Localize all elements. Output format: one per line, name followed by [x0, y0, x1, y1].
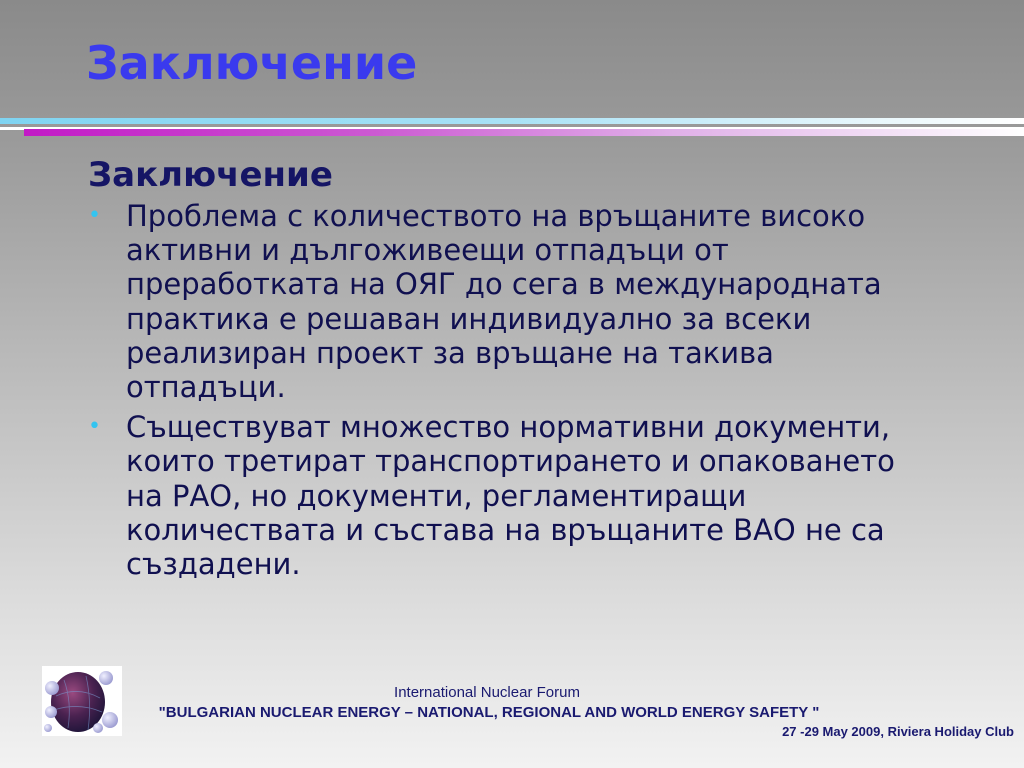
bullet-dot-icon: •	[88, 203, 101, 228]
slide-content	[88, 155, 928, 587]
content-subheading: Заключение	[88, 155, 333, 195]
header-divider-cyan	[0, 118, 1024, 124]
bullet-text: Съществуват множество нормативни документи, които третират транспортирането и опаковането на РАО, но документи, регламентиращи количествата и състава на връщаните ВАО не са създадени.	[126, 410, 895, 582]
bullet-list	[88, 199, 928, 581]
bullet-item	[88, 410, 928, 581]
bullet-dot-icon: •	[88, 414, 101, 440]
forum-logo	[42, 666, 122, 736]
footer-event-title: "BULGARIAN NUCLEAR ENERGY – NATIONAL, REGIONAL AND WORLD ENERGY SAFETY "	[158, 704, 820, 721]
bullet-text: Проблема с количеството на връщаните високо активни и дългоживеещи отпадъци от преработката на ОЯГ до сега в международната практика е решаван индивидуално за всеки реализиран проект за връщане на такива отпадъци.	[126, 199, 882, 405]
slide-title: Заключение	[86, 36, 418, 90]
footer-organization: International Nuclear Forum	[394, 684, 580, 701]
header-divider-magenta	[24, 129, 1024, 136]
bullet-item	[88, 199, 928, 404]
footer-date-place: 27 -29 May 2009, Riviera Holiday Club	[782, 724, 1014, 739]
globe-logo-icon	[42, 666, 122, 736]
